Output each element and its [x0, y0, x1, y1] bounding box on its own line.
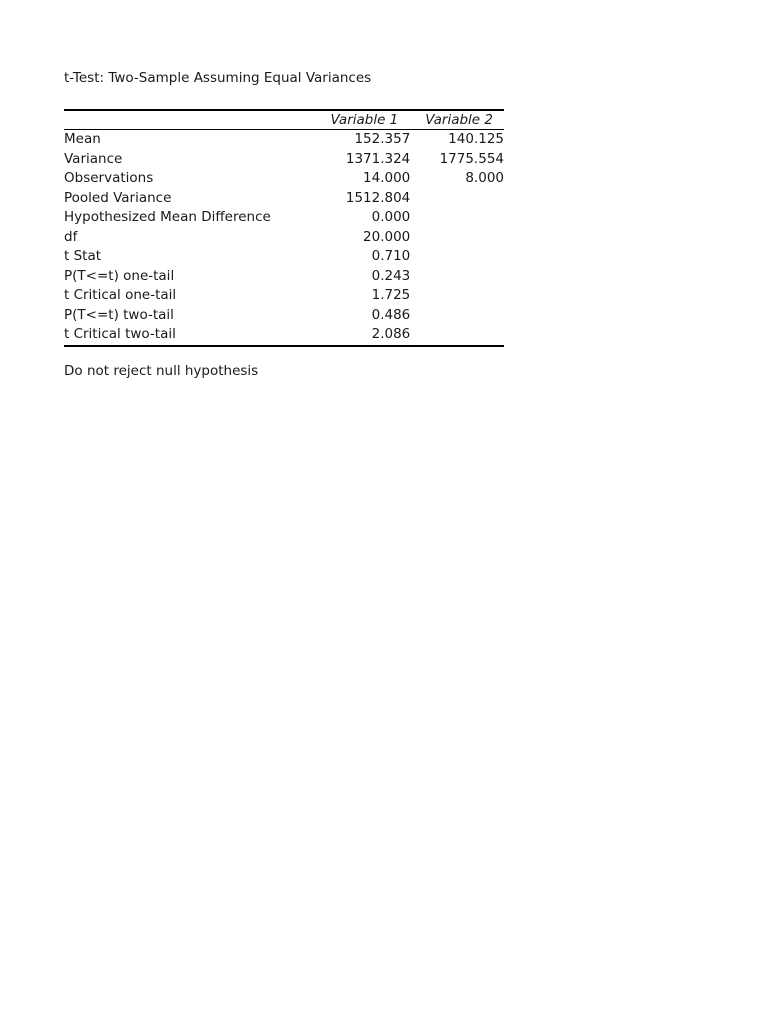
variable-2-value	[410, 208, 504, 228]
variable-2-value: 140.125	[448, 131, 504, 147]
t-test-results-table	[64, 109, 504, 347]
variable-1-value: 2.086	[371, 326, 411, 342]
variable-1-value: 0.710	[371, 248, 411, 264]
table-row	[64, 247, 504, 267]
table-row	[64, 208, 504, 228]
variable-1-value: 0.000	[371, 209, 411, 225]
variable-1-value: 0.486	[371, 306, 411, 323]
table-row	[64, 130, 504, 150]
table-row	[64, 267, 504, 287]
variable-1-value: 14.000	[363, 170, 411, 186]
table-row	[64, 286, 504, 306]
table-row	[64, 150, 504, 170]
row-label: Variance	[64, 150, 123, 167]
variable-2-value	[410, 286, 504, 306]
conclusion-text: Do not reject null hypothesis	[64, 363, 259, 379]
table-row	[64, 189, 504, 209]
variable-2-value: 8.000	[465, 170, 504, 186]
header-variable-1: Variable 1	[319, 110, 411, 130]
table-row	[64, 325, 504, 346]
row-label: P(T<=t) two-tail	[64, 306, 174, 323]
row-label: df	[64, 228, 78, 245]
variable-1-value: 152.357	[354, 131, 411, 147]
variable-1-value: 1371.324	[345, 150, 411, 167]
variable-2-value	[410, 325, 504, 346]
variable-1-value: 0.243	[371, 267, 411, 284]
row-label: Pooled Variance	[64, 189, 172, 206]
variable-2-value: 1775.554	[439, 150, 504, 167]
variable-2-value	[410, 306, 504, 326]
table-row	[64, 169, 504, 189]
table-row	[64, 228, 504, 248]
report-title: t-Test: Two-Sample Assuming Equal Variances	[64, 70, 372, 86]
row-label: t Critical two-tail	[64, 326, 176, 342]
row-label: Mean	[64, 131, 101, 147]
row-label: Hypothesized Mean Difference	[64, 209, 271, 225]
variable-1-value: 1512.804	[345, 189, 411, 206]
variable-2-value	[410, 247, 504, 267]
row-label: t Stat	[64, 248, 102, 264]
header-variable-2: Variable 2	[410, 110, 504, 130]
header-blank	[64, 110, 319, 130]
table-header-row	[64, 110, 504, 130]
table-row	[64, 306, 504, 326]
variable-1-value: 1.725	[371, 287, 411, 303]
variable-2-value	[410, 228, 504, 248]
row-label: P(T<=t) one-tail	[64, 267, 175, 284]
row-label: Observations	[64, 170, 154, 186]
variable-1-value: 20.000	[363, 228, 411, 245]
row-label: t Critical one-tail	[64, 287, 177, 303]
variable-2-value	[410, 267, 504, 287]
variable-2-value	[410, 189, 504, 209]
